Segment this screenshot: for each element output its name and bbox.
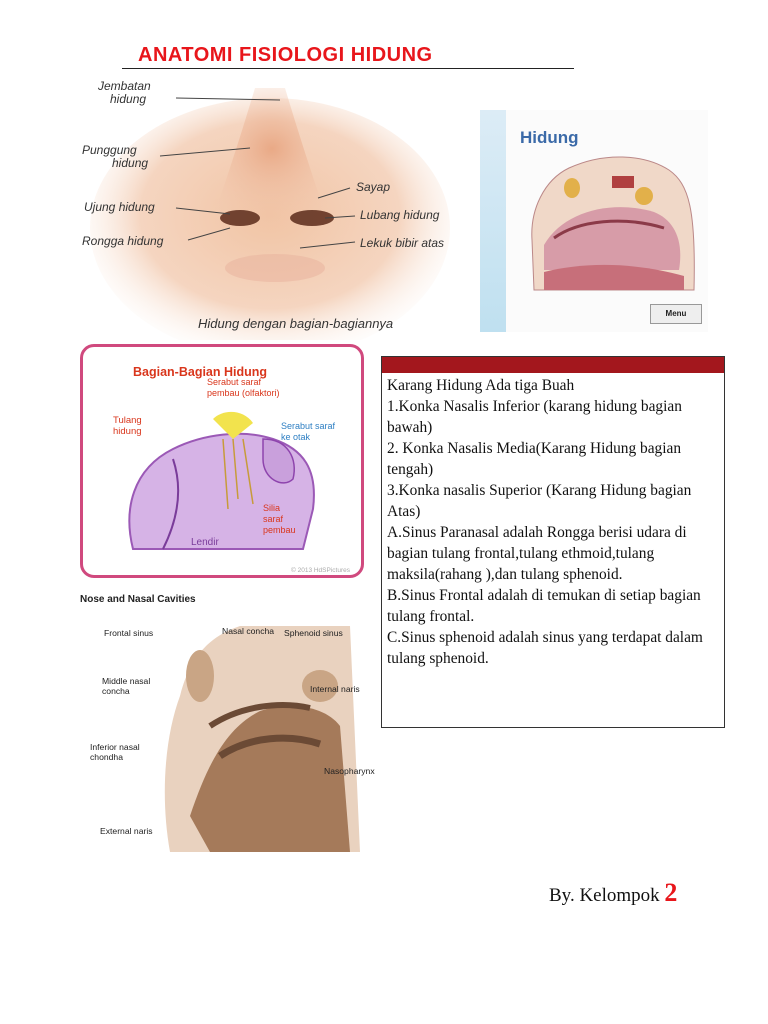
hidung-panel [480, 110, 708, 332]
label-sayap: Sayap [356, 180, 391, 194]
nasal-cavities-diagram [80, 590, 376, 852]
page-title: ANATOMI FISIOLOGI HIDUNG [138, 44, 433, 66]
text-line: A.Sinus Paranasal adalah Rongga berisi udara di bagian tulang frontal,tulang ethmoid,tulang maksila(rahang ),dan tulang sphenoid. [387, 524, 687, 583]
group-number: 2 [664, 878, 678, 907]
signature-text: By. Kelompok [549, 885, 660, 906]
title-underline [122, 68, 574, 69]
label-punggung-hidung: Punggung hidung [82, 143, 149, 170]
text-line: Karang Hidung Ada tiga Buah [387, 377, 575, 394]
label-lendir: Lendir [191, 537, 219, 548]
diagram-heading: Bagian-Bagian Hidung [133, 365, 268, 379]
nasal-cavities-heading: Nose and Nasal Cavities [80, 594, 196, 605]
label-jembatan-hidung: Jembatan hidung [98, 79, 151, 106]
label-rongga-hidung: Rongga hidung [82, 234, 164, 248]
label-serabut-pembau: Serabut saraf pembau (olfaktori) [207, 377, 280, 398]
label-nasopharynx: Nasopharynx [324, 766, 375, 776]
menu-button-label: Menu [665, 309, 687, 318]
label-tulang-hidung: Tulang hidung [113, 415, 142, 437]
nose-caption: Hidung dengan bagian-bagiannya [198, 316, 394, 331]
nose-illustration [80, 78, 480, 340]
label-nasal-concha: Nasal concha [222, 626, 275, 636]
text-line: 2. Konka Nasalis Media(Karang Hidung bagian tengah) [387, 440, 682, 478]
text-box-header-bar [382, 357, 724, 373]
label-middle-nasal-concha: Middle nasal concha [102, 676, 151, 696]
text-line: C.Sinus sphenoid adalah sinus yang terdapat dalam tulang sphenoid. [387, 629, 703, 667]
label-silia: Silia saraf pembau [263, 503, 296, 535]
label-serabut-otak: Serabut saraf ke otak [281, 421, 336, 442]
label-ujung-hidung: Ujung hidung [84, 200, 155, 214]
text-line: 3.Konka nasalis Superior (Karang Hidung bagian Atas) [387, 482, 692, 520]
diagram-credit: © 2013 HdSPictures [291, 567, 350, 574]
label-inferior-nasal-concha: Inferior nasal chondha [90, 742, 140, 762]
bagian-hidung-diagram [80, 344, 364, 578]
label-internal-naris: Internal naris [310, 684, 360, 694]
label-external-naris: External naris [100, 826, 153, 836]
text-box-body [387, 375, 718, 669]
text-line: 1.Konka Nasalis Inferior (karang hidung bagian bawah) [387, 398, 682, 436]
head-cross-section [524, 150, 700, 300]
text-line: B.Sinus Frontal adalah di temukan di setiap bagian tulang frontal. [387, 587, 701, 625]
nasal-cavities-drawing [150, 616, 376, 852]
author-signature [549, 878, 677, 908]
label-lekuk-bibir-atas: Lekuk bibir atas [360, 236, 445, 250]
panel-side-strip [480, 110, 506, 332]
label-lubang-hidung: Lubang hidung [360, 208, 440, 222]
label-frontal-sinus: Frontal sinus [104, 628, 154, 638]
label-sphenoid-sinus: Sphenoid sinus [284, 628, 343, 638]
panel-heading: Hidung [520, 128, 579, 147]
menu-button[interactable] [650, 304, 702, 324]
info-text-box [381, 356, 725, 728]
